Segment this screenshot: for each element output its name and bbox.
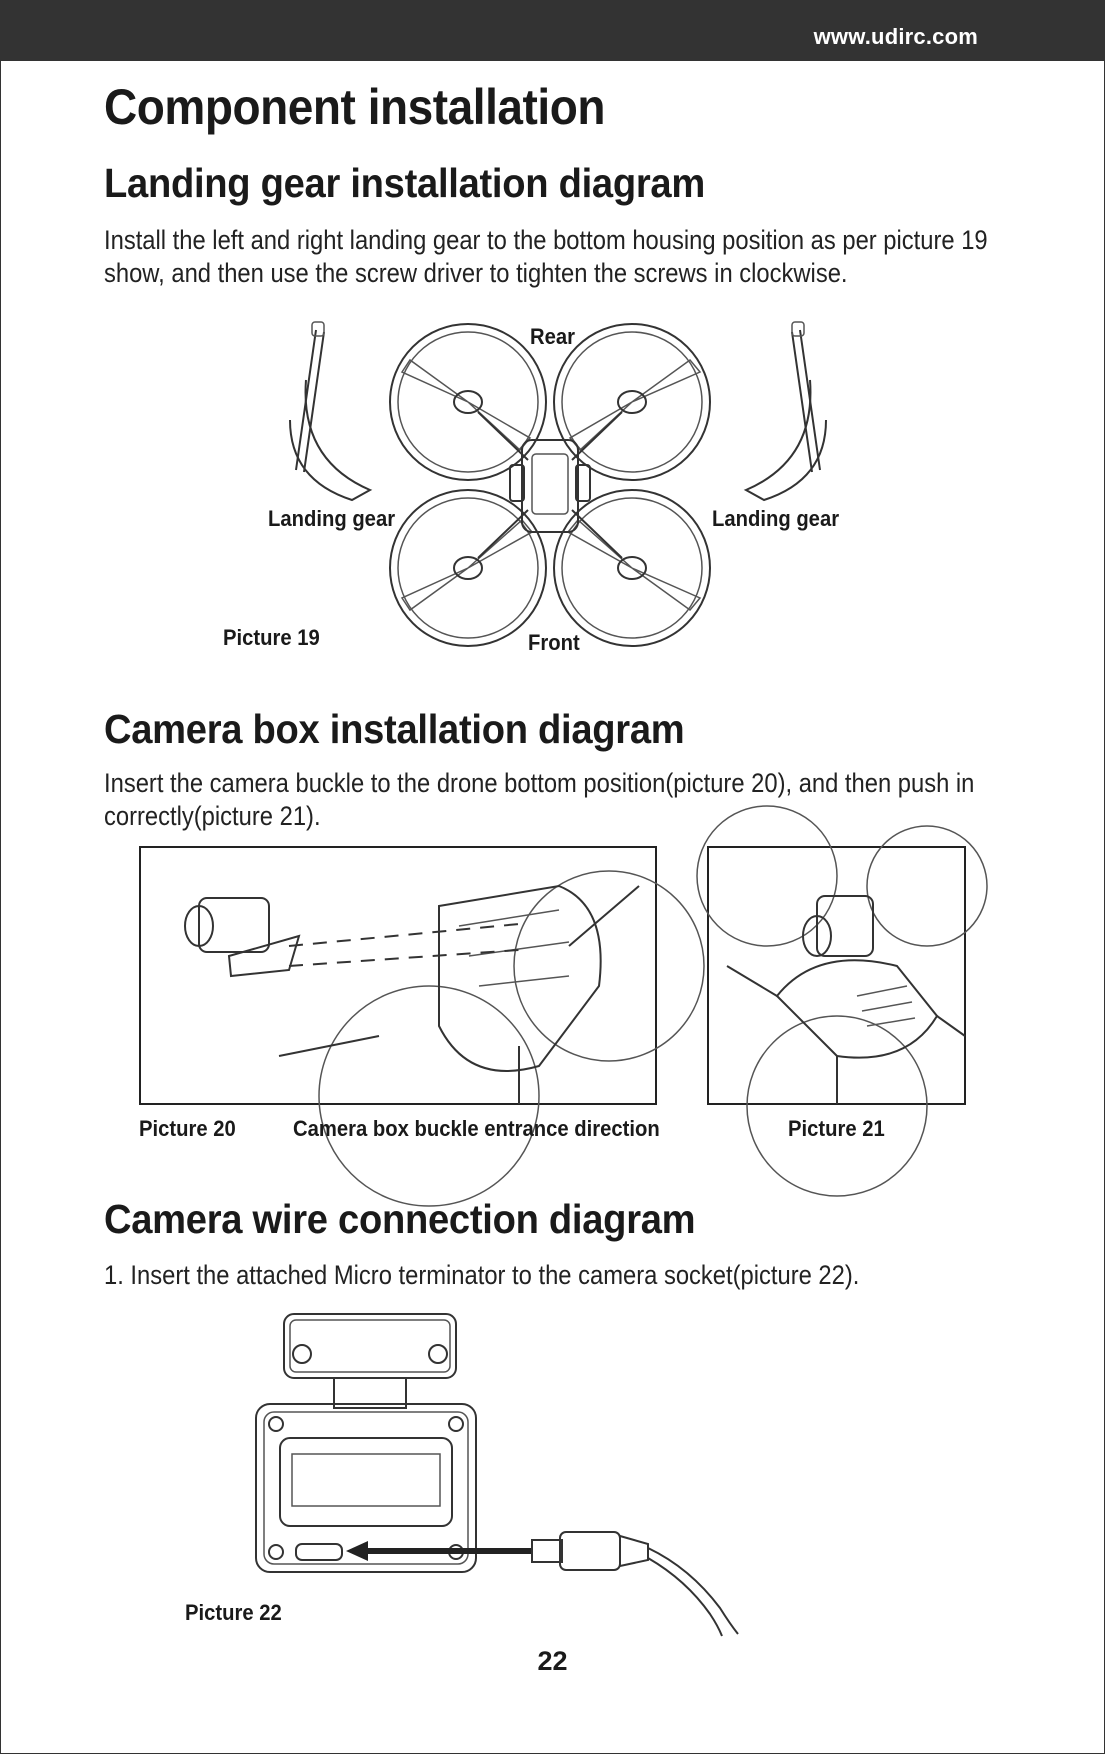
picture-21-illustration [707,846,966,1105]
caption-buckle-direction: Camera box buckle entrance direction [293,1116,660,1141]
label-landing-gear-left: Landing gear [268,506,396,531]
picture-19-illustration [260,320,860,660]
page-title: Component installation [104,79,605,135]
landing-gear-heading: Landing gear installation diagram [104,160,705,206]
caption-picture-22: Picture 22 [185,1600,282,1625]
caption-picture-19: Picture 19 [223,625,320,650]
picture-20-illustration [139,846,657,1105]
header-bar [0,0,1105,61]
camera-box-instructions: Insert the camera buckle to the drone bottom position(picture 20), and then push in correctly(picture 21). [104,768,975,831]
camera-wire-heading: Camera wire connection diagram [104,1196,696,1242]
website-url: www.udirc.com [813,24,978,49]
camera-box-heading: Camera box installation diagram [104,706,685,752]
picture-22-illustration [250,1308,810,1638]
caption-picture-20: Picture 20 [139,1116,236,1141]
label-landing-gear-right: Landing gear [712,506,840,531]
camera-wire-step-1: 1. Insert the attached Micro terminator to the camera socket(picture 22). [104,1260,860,1290]
caption-picture-21: Picture 21 [788,1116,885,1141]
label-rear: Rear [530,324,576,349]
label-front: Front [528,630,580,655]
landing-gear-instructions: Install the left and right landing gear to the bottom housing position as per picture 19 show, and then use the screw driver to tighten the screws in clockwise. [104,225,988,288]
page-number: 22 [537,1646,568,1676]
